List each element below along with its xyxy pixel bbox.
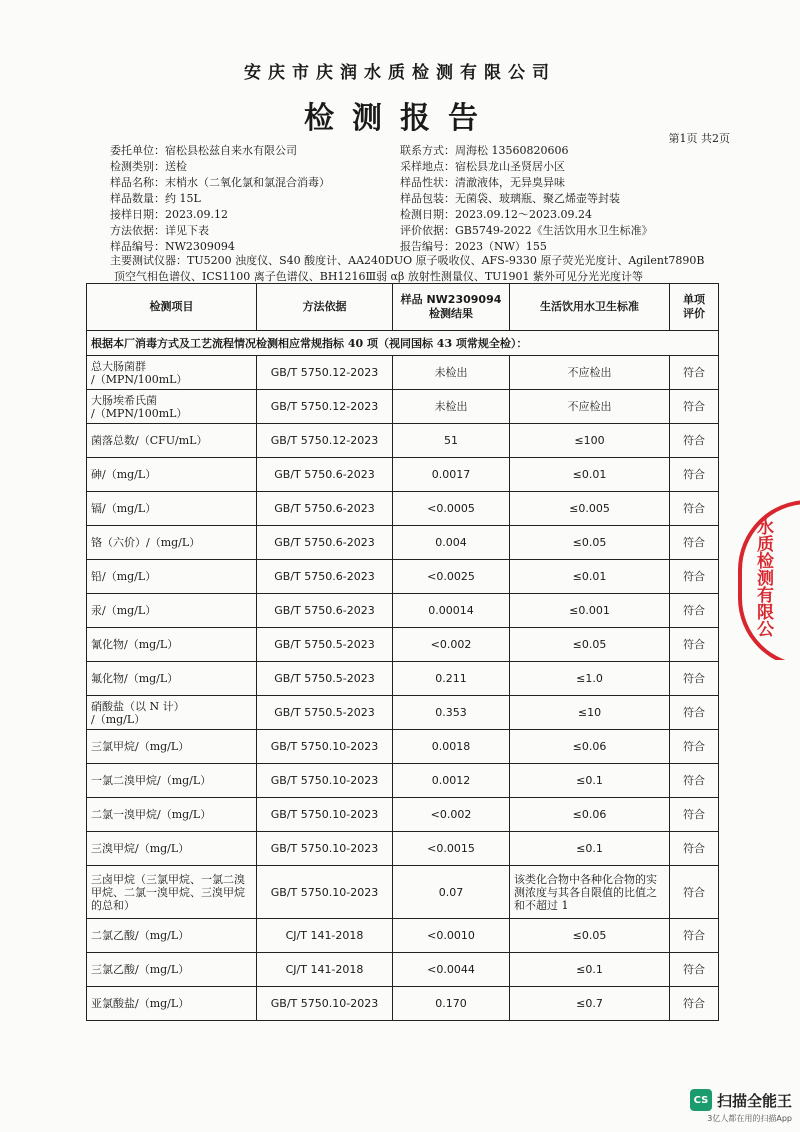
col-header-item: 检测项目 [87, 284, 257, 331]
cell-item: 三氯乙酸/（mg/L） [87, 953, 257, 987]
cell-standard: ≤100 [510, 424, 670, 458]
cell-result: 51 [393, 424, 510, 458]
cell-standard: ≤0.7 [510, 987, 670, 1021]
cell-evaluation: 符合 [670, 390, 719, 424]
cell-evaluation: 符合 [670, 458, 719, 492]
cell-method: GB/T 5750.12-2023 [257, 424, 393, 458]
meta-category: 检测类别：送检 [110, 160, 187, 173]
meta-report-id: 报告编号：2023（NW）155 [400, 240, 547, 253]
cell-result: <0.0010 [393, 919, 510, 953]
col-header-result [393, 284, 510, 331]
cell-method: GB/T 5750.5-2023 [257, 662, 393, 696]
cell-method: GB/T 5750.6-2023 [257, 594, 393, 628]
cell-evaluation: 符合 [670, 987, 719, 1021]
cell-evaluation: 符合 [670, 953, 719, 987]
cell-standard: ≤0.06 [510, 798, 670, 832]
table-row [87, 987, 719, 1021]
camscanner-icon: CS [690, 1089, 712, 1111]
cell-item: 三卤甲烷（三氯甲烷、一氯二溴甲烷、二氯一溴甲烷、三溴甲烷的总和） [87, 866, 257, 919]
results-body [87, 331, 719, 1021]
results-table [86, 283, 719, 1021]
cell-standard: ≤0.06 [510, 730, 670, 764]
cell-item: 汞/（mg/L） [87, 594, 257, 628]
table-header-row [87, 284, 719, 331]
meta-client: 委托单位：宿松县松兹自来水有限公司 [110, 144, 297, 157]
instruments-line: 顶空气相色谱仪、ICS1100 离子色谱仪、BH1216Ⅲ弱 αβ 放射性测量仪、TU1901 紫外可见分光光度计等 [114, 270, 643, 283]
cell-method: GB/T 5750.5-2023 [257, 696, 393, 730]
watermark-tagline: 3亿人都在用的扫描App [707, 1114, 792, 1123]
cell-result: <0.002 [393, 798, 510, 832]
table-row [87, 628, 719, 662]
meta-packaging: 样品包装：无菌袋、玻璃瓶、聚乙烯壶等封装 [400, 192, 620, 205]
cell-evaluation: 符合 [670, 526, 719, 560]
meta-method: 方法依据：详见下表 [110, 224, 209, 237]
cell-evaluation: 符合 [670, 764, 719, 798]
cell-method: CJ/T 141-2018 [257, 953, 393, 987]
cell-result: 0.0017 [393, 458, 510, 492]
meta-row [110, 159, 730, 175]
cell-standard: ≤0.05 [510, 526, 670, 560]
cell-item: 大肠埃希氏菌 /（MPN/100mL） [87, 390, 257, 424]
cell-result: <0.0025 [393, 560, 510, 594]
cell-result: 0.00014 [393, 594, 510, 628]
cell-standard: ≤1.0 [510, 662, 670, 696]
cell-standard: ≤0.1 [510, 953, 670, 987]
col-header-standard: 生活饮用水卫生标准 [510, 284, 670, 331]
table-row [87, 390, 719, 424]
watermark-brand: 扫描全能王 [716, 1091, 792, 1110]
cell-evaluation: 符合 [670, 662, 719, 696]
cell-item: 三溴甲烷/（mg/L） [87, 832, 257, 866]
col-header-evaluation-text: 单项 评价 [683, 293, 705, 320]
table-row [87, 458, 719, 492]
meta-evaluation-basis: 评价依据：GB5749-2022《生活饮用水卫生标准》 [400, 224, 653, 237]
cell-evaluation: 符合 [670, 919, 719, 953]
cell-result: 未检出 [393, 390, 510, 424]
table-row [87, 953, 719, 987]
table-row [87, 356, 719, 390]
cell-evaluation: 符合 [670, 424, 719, 458]
cell-standard: ≤0.05 [510, 919, 670, 953]
cell-method: GB/T 5750.10-2023 [257, 798, 393, 832]
cell-item: 铬（六价）/（mg/L） [87, 526, 257, 560]
cell-evaluation: 符合 [670, 730, 719, 764]
cell-item: 镉/（mg/L） [87, 492, 257, 526]
cell-item: 二氯乙酸/（mg/L） [87, 919, 257, 953]
cell-method: GB/T 5750.5-2023 [257, 628, 393, 662]
col-header-method: 方法依据 [257, 284, 393, 331]
cell-standard: ≤0.001 [510, 594, 670, 628]
instruments [110, 253, 735, 285]
cell-method: GB/T 5750.6-2023 [257, 492, 393, 526]
cell-method: GB/T 5750.10-2023 [257, 764, 393, 798]
cell-result: <0.002 [393, 628, 510, 662]
cell-method: GB/T 5750.10-2023 [257, 866, 393, 919]
col-header-evaluation [670, 284, 719, 331]
cell-standard: ≤0.05 [510, 628, 670, 662]
cell-item: 氰化物/（mg/L） [87, 628, 257, 662]
report-meta [110, 143, 730, 255]
cell-method: GB/T 5750.10-2023 [257, 987, 393, 1021]
table-row [87, 764, 719, 798]
cell-evaluation: 符合 [670, 492, 719, 526]
cell-standard: ≤0.1 [510, 764, 670, 798]
cell-result: 0.07 [393, 866, 510, 919]
table-row [87, 662, 719, 696]
cell-result: <0.0044 [393, 953, 510, 987]
seal-text: 水质检测有限公 [753, 518, 773, 637]
cell-method: GB/T 5750.10-2023 [257, 832, 393, 866]
cell-standard: ≤0.01 [510, 560, 670, 594]
cell-standard: ≤0.01 [510, 458, 670, 492]
cell-evaluation: 符合 [670, 798, 719, 832]
scanner-watermark [690, 1089, 792, 1124]
meta-sample-name: 样品名称：末梢水（二氧化氯和氯混合消毒） [110, 176, 330, 189]
cell-evaluation: 符合 [670, 628, 719, 662]
cell-result: 0.0012 [393, 764, 510, 798]
cell-result: <0.0005 [393, 492, 510, 526]
table-row [87, 424, 719, 458]
cell-result: <0.0015 [393, 832, 510, 866]
table-row [87, 866, 719, 919]
table-row [87, 696, 719, 730]
cell-item: 总大肠菌群 /（MPN/100mL） [87, 356, 257, 390]
page-info: 第1页 共2页 [668, 132, 730, 145]
table-row [87, 730, 719, 764]
cell-item: 砷/（mg/L） [87, 458, 257, 492]
cell-method: GB/T 5750.12-2023 [257, 390, 393, 424]
cell-item: 菌落总数/（CFU/mL） [87, 424, 257, 458]
cell-item: 硝酸盐（以 N 计） /（mg/L） [87, 696, 257, 730]
meta-sample-qty: 样品数量：约 15L [110, 192, 201, 205]
cell-result: 0.353 [393, 696, 510, 730]
cell-evaluation: 符合 [670, 356, 719, 390]
cell-item: 铅/（mg/L） [87, 560, 257, 594]
cell-evaluation: 符合 [670, 594, 719, 628]
instruments-line: 主要测试仪器：TU5200 浊度仪、S40 酸度计、AA240DUO 原子吸收仪、AFS-9330 原子荧光光度计、Agilent7890B [110, 254, 705, 267]
cell-method: GB/T 5750.6-2023 [257, 526, 393, 560]
meta-test-date: 检测日期：2023.09.12～2023.09.24 [400, 208, 592, 221]
cell-standard: 不应检出 [510, 356, 670, 390]
company-name: 安庆市庆润水质检测有限公司 [244, 63, 556, 83]
meta-row [110, 223, 730, 239]
meta-sample-property: 样品性状：清澈液体，无异臭异味 [400, 176, 565, 189]
col-header-result-text: 样品 NW2309094 检测结果 [400, 293, 502, 320]
cell-standard: ≤0.1 [510, 832, 670, 866]
meta-row [110, 143, 730, 159]
meta-row [110, 207, 730, 223]
meta-sample-id: 样品编号：NW2309094 [110, 240, 235, 253]
cell-method: GB/T 5750.10-2023 [257, 730, 393, 764]
meta-row [110, 175, 730, 191]
table-row [87, 560, 719, 594]
table-row [87, 798, 719, 832]
cell-method: GB/T 5750.6-2023 [257, 458, 393, 492]
cell-item: 亚氯酸盐/（mg/L） [87, 987, 257, 1021]
table-row [87, 919, 719, 953]
table-row [87, 526, 719, 560]
watermark-brand-row [690, 1089, 792, 1111]
cell-method: GB/T 5750.6-2023 [257, 560, 393, 594]
cell-standard: ≤0.005 [510, 492, 670, 526]
cell-standard: ≤10 [510, 696, 670, 730]
cell-item: 一氯二溴甲烷/（mg/L） [87, 764, 257, 798]
cell-method: GB/T 5750.12-2023 [257, 356, 393, 390]
cell-evaluation: 符合 [670, 696, 719, 730]
cell-evaluation: 符合 [670, 560, 719, 594]
cell-evaluation: 符合 [670, 832, 719, 866]
cell-result: 0.004 [393, 526, 510, 560]
cell-result: 0.211 [393, 662, 510, 696]
table-row [87, 492, 719, 526]
report-header [0, 58, 800, 137]
official-seal [738, 500, 800, 660]
cell-result: 0.170 [393, 987, 510, 1021]
cell-evaluation: 符合 [670, 866, 719, 919]
table-row [87, 832, 719, 866]
section-note: 根据本厂消毒方式及工艺流程情况检测相应常规指标 40 项（视同国标 43 项常规全检）： [87, 331, 719, 356]
meta-row [110, 191, 730, 207]
table-row [87, 594, 719, 628]
meta-contact: 联系方式：周海松 13560820606 [400, 144, 569, 157]
meta-receive-date: 接样日期：2023.09.12 [110, 208, 228, 221]
cell-item: 三氯甲烷/（mg/L） [87, 730, 257, 764]
meta-sampling-site: 采样地点：宿松县龙山圣贤居小区 [400, 160, 565, 173]
cell-standard: 该类化合物中各种化合物的实测浓度与其各自限值的比值之和不超过 1 [510, 866, 670, 919]
cell-standard: 不应检出 [510, 390, 670, 424]
cell-method: CJ/T 141-2018 [257, 919, 393, 953]
report-title: 检测报告 [304, 101, 496, 136]
cell-result: 未检出 [393, 356, 510, 390]
cell-result: 0.0018 [393, 730, 510, 764]
cell-item: 二氯一溴甲烷/（mg/L） [87, 798, 257, 832]
section-row [87, 331, 719, 356]
cell-item: 氟化物/（mg/L） [87, 662, 257, 696]
